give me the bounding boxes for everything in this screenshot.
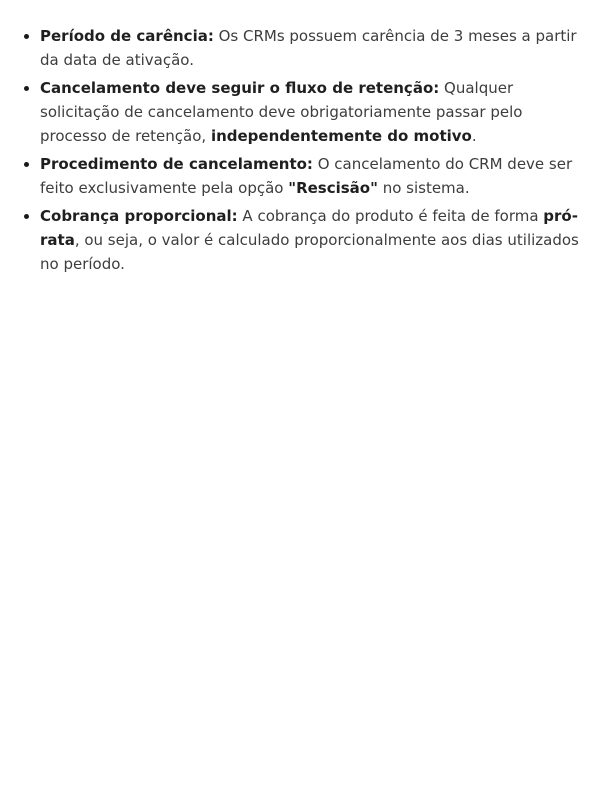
list-item	[40, 152, 584, 200]
item-emphasis: pró-rata	[40, 207, 578, 249]
item-label: Período de carência:	[40, 27, 214, 45]
item-text-end: no sistema.	[377, 179, 470, 197]
list-item	[40, 204, 584, 276]
item-label: Cancelamento deve seguir o fluxo de retenção:	[40, 79, 440, 97]
item-emphasis: "Rescisão"	[288, 179, 378, 197]
item-text: A cobrança do produto é feita de forma	[237, 207, 544, 225]
item-text-end: .	[471, 127, 477, 145]
list-item	[40, 24, 584, 72]
item-text-end: , ou seja, o valor é calculado proporcionalmente aos dias utilizados no período.	[40, 231, 579, 273]
document-content	[0, 24, 600, 280]
rules-list	[0, 24, 600, 276]
item-text: O cancelamento do CRM deve ser feito exclusivamente pela opção	[40, 155, 573, 197]
item-label: Cobrança proporcional:	[40, 207, 238, 225]
item-text: Os CRMs possuem carência de 3 meses a partir da data de ativação.	[40, 27, 577, 69]
item-emphasis: independentemente do motivo	[210, 127, 472, 145]
item-text: Qualquer solicitação de cancelamento deve obrigatoriamente passar pelo processo de retenção,	[40, 79, 523, 145]
item-label: Procedimento de cancelamento:	[40, 155, 313, 173]
list-item	[40, 76, 584, 148]
